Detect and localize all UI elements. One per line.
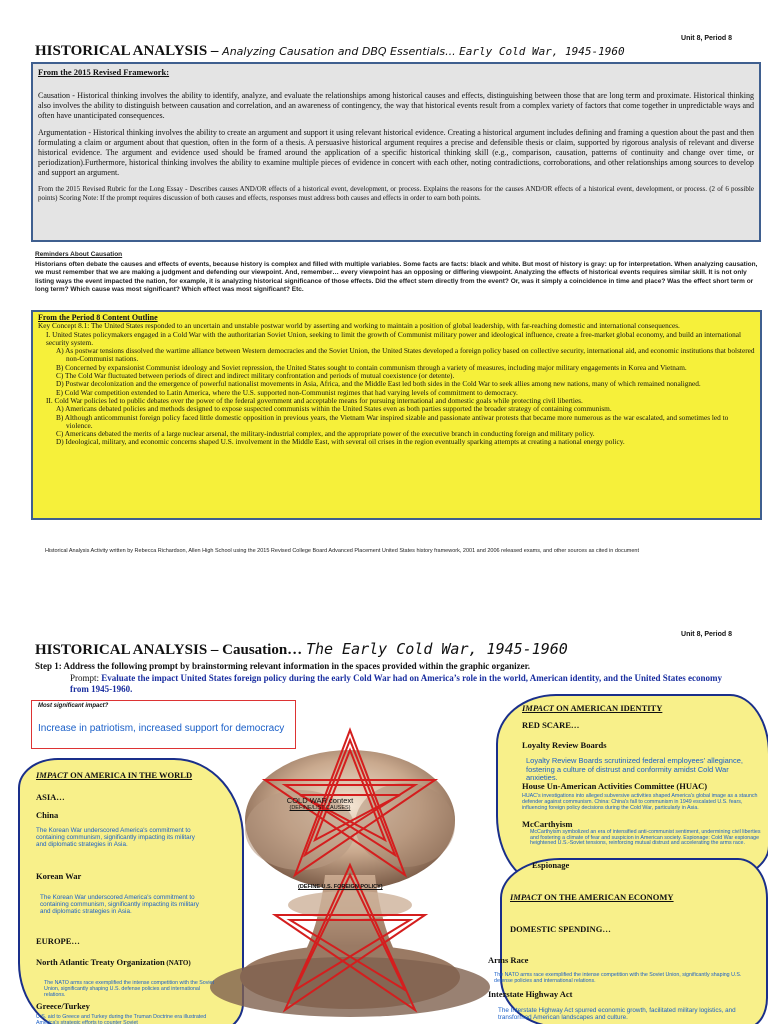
most-significant-answer[interactable]: Increase in patriotism, increased support for democracy xyxy=(38,723,285,734)
outline-header: From the Period 8 Content Outline xyxy=(38,313,158,322)
outline-item: B) Concerned by expansionist Communist ideology and Soviet repression, the United States sought to contain communism through a variety of measures, including major military engagements in Korea and Vietnam. xyxy=(56,362,687,372)
header-rest: ON AMERICAN IDENTITY xyxy=(553,703,663,713)
reminders-header: Reminders About Causation xyxy=(35,251,123,258)
mccarthyism-label: McCarthyism xyxy=(522,819,573,829)
prompt-label: Prompt: xyxy=(70,673,102,683)
highway-act-label: Interstate Highway Act xyxy=(488,989,573,999)
define-policy-label: (DEFINE U.S. FOREIGN POLICY) xyxy=(298,884,383,890)
impact-word: IMPACT xyxy=(36,770,68,780)
key-concept: Key Concept 8.1: The United States responded to an uncertain and unstable postwar world by asserting and working to maintain a position of global leadership, with far-reaching domestic and international consequences. xyxy=(38,321,680,331)
footnote: Historical Analysis Activity written by Rebecca Richardson, Allen High School using the 2015 Revised College Board Advanced Placement United States history framework, 2001 and 2006 released exams, and other sources as cited in document xyxy=(45,548,640,554)
arms-race-answer[interactable]: The NATO arms race exemplified the intense competition with the Soviet Union, significantly shaping U.S. defense policies and international relations. xyxy=(494,972,742,984)
nato-label xyxy=(36,957,191,967)
unit-period-label: Unit 8, Period 8 xyxy=(681,35,732,42)
american-economy-header xyxy=(510,892,674,902)
outline-item: E) Cold War competition extended to Latin America, where the U.S. supported non-Communist regimes that had varying levels of commitment to democracy. xyxy=(56,387,518,397)
huac-answer[interactable]: HUAC's investigations into alleged subversive activities shaped America's global image as a staunch defender against communism. China: China's fall to communism in 1949 escalated U.S. fears, influencing foreign policy decisions during the Cold War, particularly in Asia. xyxy=(522,793,758,811)
mushroom-cloud-icon xyxy=(200,725,500,1024)
korean-war-label: Korean War xyxy=(36,871,82,881)
reminders-text: Historians often debate the causes and effects of events, because history is complex and filled with multiple variables. Some facts are facts: black and white. But most of history is gray: up for interpretation. When analyzing causation, we must remember that we are making a judgment and defending our viewpoint. And, remember… every viewpoint has an opposing or differing viewpoint. Analyzing the effects of historical events requires similar skill. It is not only listing ways the event impacted the nation, for example, it is analyzing historical significance of those effects. Did the effect stem directly from the event? Or, was it simply a coincidence in time and place? Was the effect short term or long term? Which cause was most significant? Which effect was most significant? Etc. xyxy=(35,260,758,293)
impact-word: IMPACT xyxy=(522,703,554,713)
causation-paragraph: Causation - Historical thinking involves the ability to identify, analyze, and evaluate the relationships among historical causes and effects, distinguishing between those that are long term and proximate. Historical thinking also involves the ability to distinguish between causation and correlation, and an awareness of contingency, the way that historical events result from a complex variety of factors that come together in unpredictable ways and often have unanticipated consequences. xyxy=(38,91,754,120)
outline-item: I. United States policymakers engaged in a Cold War with the authoritarian Soviet Union, seeking to limit the growth of Communist military power and ideological influence, create a free-market global economy, and build an international security system. xyxy=(46,329,742,347)
define-causes-label: (DEFINE/LIST CAUSES) xyxy=(289,805,351,811)
arms-race-label: Arms Race xyxy=(488,955,529,965)
title-period: Early Cold War, 1945-1960 xyxy=(459,45,625,58)
outline-item: C) Americans debated the merits of a large nuclear arsenal, the military-industrial complex, and the appropriate power of the executive branch in conducting foreign and military policy. xyxy=(56,429,595,439)
greece-turkey-answer[interactable]: U.S. aid to Greece and Turkey during the Truman Doctrine era illustrated America's strategic efforts to counter Soviet xyxy=(36,1014,207,1024)
content-outline-box xyxy=(31,310,762,520)
espionage-label: Espionage xyxy=(532,860,570,870)
argumentation-paragraph: Argumentation - Historical thinking involves the ability to create an argument and support it using relevant historical evidence. Creating a historical argument includes defining and framing a question about the past and then formulating a claim or argument about that question, often in the form of a thesis. A persuasive historical argument requires a precise and defensible thesis or claim, supported by rigorous analysis of relevant and diverse historical evidence. The argument and evidence used should be framed around the application of a specific historical thinking skill (e.g., comparison, causation, patterns of continuity and change over time, or periodization).Furthermore, historical thinking involves the ability to examine multiple pieces of evidence in concert with each other, noting contradictions, corroborations, and other relationships among sources to develop and support an argument. xyxy=(38,128,754,177)
outline-item: C) The Cold War fluctuated between periods of direct and indirect military confrontation and periods of mutual coexistence (or detente). xyxy=(56,371,455,381)
american-economy-region xyxy=(500,858,768,1024)
title-subtitle: Analyzing Causation and DBQ Essentials... xyxy=(222,45,460,58)
step-instruction: Step 1: Address the following prompt by brainstorming relevant information in the spaces provided within the graphic organizer. xyxy=(35,661,531,671)
outline-item: II. Cold War policies led to public debates over the power of the federal government and acceptable means for pursuing international and domestic goals while protecting civil liberties. xyxy=(46,395,583,405)
page-title xyxy=(35,640,568,659)
prompt xyxy=(70,673,730,694)
nato-answer[interactable]: The NATO arms race exemplified the intense competition with the Soviet Union, significantly shaping U.S. defense policies and international relations. xyxy=(44,980,214,998)
outline-item: D) Postwar decolonization and the emergence of powerful nationalist movements in Asia, Africa, and the Middle East led both sides in the Cold War to seek allies among new nations, many of which remained nonaligned. xyxy=(56,379,701,389)
red-scare-label: RED SCARE… xyxy=(522,720,580,730)
outline-item: B) Although anticommunist foreign policy faced little domestic opposition in previous years, the Vietnam War inspired sizable and passionate antiwar protests that became more numerous as the war escalated, and sometimes led to violence. xyxy=(56,412,729,430)
page-title xyxy=(35,43,625,60)
title-main: HISTORICAL ANALYSIS – Causation… xyxy=(35,642,306,658)
domestic-spending-label: DOMESTIC SPENDING… xyxy=(510,924,611,934)
china-answer[interactable]: The Korean War underscored America's commitment to containing communism, significantly impacting its military and diplomatic strategies in Asia. xyxy=(36,827,195,848)
american-identity-header xyxy=(522,703,662,713)
cold-war-context xyxy=(250,796,390,811)
outline-item: A) Americans debated policies and methods designed to expose suspected communists within the United States even as both parties supported the broader strategy of containing communism. xyxy=(56,404,612,414)
outline-item: A) As postwar tensions dissolved the wartime alliance between Western democracies and the Soviet Union, the United States developed a foreign policy based on collective security, international aid, and economic institutions that bolstered non-Communist nations. xyxy=(56,346,755,364)
loyalty-review-label: Loyalty Review Boards xyxy=(522,740,607,750)
asia-label: ASIA… xyxy=(36,792,65,802)
huac-label: House Un-American Activities Committee (HUAC) xyxy=(522,781,708,791)
reminders-section xyxy=(35,251,763,295)
nato-name: North Atlantic Treaty Organization xyxy=(36,957,165,967)
framework-header: From the 2015 Revised Framework: xyxy=(38,67,170,77)
title-period: The Early Cold War, 1945-1960 xyxy=(305,640,568,658)
greece-turkey-label: Greece/Turkey xyxy=(36,1001,90,1011)
framework-box xyxy=(31,62,761,242)
mccarthyism-answer[interactable]: McCarthyism symbolized an era of intensified anti-communist sentiment, undermining civil liberties and fostering a climate of fear and suspicion in American society. Espionage: Cold War espionage heightened U.S.-Soviet tensions, reinforcing mutual distrust and accelerating the arms race. xyxy=(530,829,761,847)
loyalty-review-answer[interactable]: Loyalty Review Boards scrutinized federal employees' allegiance, fostering a culture of distrust and conformity amidst Cold War anxieties. xyxy=(526,756,743,782)
highway-act-answer[interactable]: The Interstate Highway Act spurred economic growth, facilitated military logistics, and transformed American landscapes and culture. xyxy=(498,1007,736,1021)
unit-period-label: Unit 8, Period 8 xyxy=(681,631,732,638)
title-main: HISTORICAL ANALYSIS – xyxy=(35,43,223,59)
impact-word: IMPACT xyxy=(510,892,542,902)
nato-abbr: (NATO) xyxy=(164,959,191,967)
korean-war-answer[interactable]: The Korean War underscored America's commitment to containing communism, significantly impacting its military and diplomatic strategies in Asia. xyxy=(40,894,199,915)
most-significant-label: Most significant impact? xyxy=(38,703,109,709)
china-label: China xyxy=(36,810,59,820)
header-rest: ON AMERICA IN THE WORLD xyxy=(67,770,193,780)
america-in-world-header xyxy=(36,770,192,780)
europe-label: EUROPE… xyxy=(36,936,80,946)
outline-item: D) Ideological, military, and economic concerns shaped U.S. involvement in the Middle East, with several oil crises in the region eventually sparking attempts at creating a national energy policy. xyxy=(56,437,625,447)
prompt-question: Evaluate the impact United States foreign policy during the early Cold War had on America’s role in the world, American identity, and the United States economy from 1945-1960. xyxy=(70,673,723,694)
rubric-paragraph: From the 2015 Revised Rubric for the Long Essay - Describes causes AND/OR effects of a historical event, development, or process. Explains the reasons for the causes AND/OR effects of a historical event, development, or process. (2 of 6 possible points) Scoring Note: If the prompt requires discussion of both causes and effects, responses must address both causes and effects in order to earn both points. xyxy=(38,185,754,202)
cold-war-context-label: COLD WAR context xyxy=(286,796,354,805)
header-rest: ON THE AMERICAN ECONOMY xyxy=(541,892,674,902)
